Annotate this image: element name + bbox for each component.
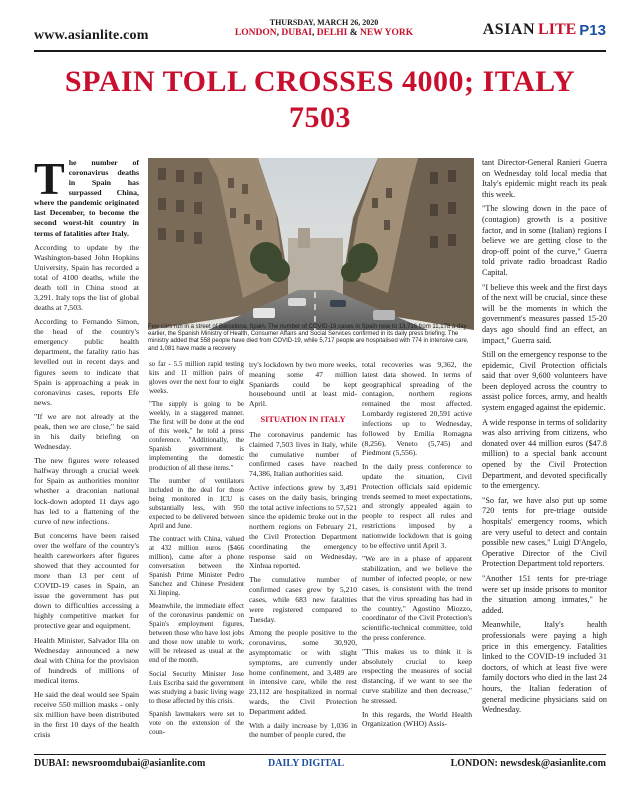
paragraph: "So far, we have also put up some 720 tents for pre-triage outside hospitals' emergency rooms, which are very useful to detect and contain possible new cases," Luigi D'Angelo, Operative Director of the Civil Protection Department told reporters.: [482, 495, 607, 569]
paragraph: "The supply is going to be weekly, in a staggered manner. The first will be done at the end of this week," he told a press conference. "Additionally, the Spanish government is implementing the domestic production of all these items.": [149, 400, 244, 472]
footer-edition: DAILY DIGITAL: [268, 758, 345, 769]
paragraph: The new figures were released halfway through a crucial week for Spain as authorities monitor whether a draconian national lock-down adopted 11 days ago has led to a flattening of the curve of new infections.: [34, 456, 139, 526]
paragraph: "The slowing down in the pace of (contagion) growth is a positive factor, and in some (Italian) regions I believe we are getting close to the drop-off point of the curve," Guerra told private radio broadcast Radio Capital.: [482, 204, 607, 277]
paragraph: According to Fernando Simon, the head of the country's emergency public health department, the fatality ratio has levelled out in recent days and figures seem to indicate that Spain is approaching a peak in coronavirus cases, reports Efe news.: [34, 317, 139, 407]
paragraph: "We are in a phase of apparent stabilization, and we believe the number of infected people, or new cases, is consistent with the trend that the virus spreading has had in the country," Agostino Miozzo, coordinator of the Civil Protection's scientific-technical committee, told the press conference.: [362, 554, 472, 642]
issue-date: THURSDAY, MARCH 26, 2020: [269, 18, 379, 27]
city-london: LONDON: [234, 28, 277, 38]
city-delhi: DELHI: [316, 28, 348, 38]
paragraph: The contract with China, valued at 432 million euros ($466 million), came after a phone conversation between the Spanish Prime Minister Pedro Sanchez and Chinese President Xi Jinping.: [149, 534, 244, 598]
dateline: [224, 18, 424, 38]
brand-asian: ASIAN: [482, 21, 536, 38]
paragraph: In this regards, the World Health Organization (WHO) Assis-: [362, 709, 472, 729]
paragraph: With a daily increase by 1,036 in the number of people cured, the: [249, 720, 357, 740]
paragraph: total recoveries was 9,362, the latest data showed. In terms of geographical spreading of the contagion, northern regions remained the most affected. Lombardy registered 20,591 active infections up to Wednesday, followed by Emilia Romagna (8,256), Veneto (5,745) and Piedmont (5,556).: [362, 360, 472, 458]
paragraph: He said the deal would see Spain receive 550 million masks - only six million have been distributed in the first 10 days of the health crisis: [34, 689, 139, 740]
paragraph: Spanish lawmakers were set to vote on the extension of the coun-: [149, 709, 244, 736]
paragraph: Health Minister, Salvador Illa on Wednesday announced a new deal with China for the provision of hundreds of millions of medical items.: [34, 635, 139, 685]
subhead-italy: SITUATION IN ITALY: [260, 415, 346, 425]
paragraph: A wide response in terms of solidarity was also arriving from citizens, who donated over 44 million euros ($47.8 million) to a special bank account opened by the Civil Protection Department, and devoted specifically to the emergency.: [482, 417, 607, 491]
article-column-2: [149, 360, 244, 741]
paragraph: Social Security Minister Jose Luis Escriba said the government was studying a basic living wage to those affected by this crisis.: [149, 669, 244, 705]
header-rule: [34, 50, 606, 52]
article-column-4: [362, 360, 472, 733]
page-number: P13: [579, 21, 606, 39]
photo-illustration: [148, 158, 474, 330]
cities-line: LONDON, DUBAI, DELHI & NEW YORK: [234, 28, 414, 38]
footer-dubai-email[interactable]: DUBAI: newsroomdubai@asianlite.com: [34, 758, 206, 769]
drop-cap: T: [34, 153, 65, 204]
paragraph: In the daily press conference to update the situation, Civil Protection officials said epidemic trends seemed to meet expectations, and strongly appealed again to people to respect all rules and restrictions imposed by a nationwide lockdown that is going to be effective until April 3.: [362, 462, 472, 550]
city-dubai: DUBAI: [281, 28, 312, 38]
paragraph: Meanwhile, the immediate effect of the coronavirus pandemic on Spain's employment figures, between those who have lost jobs and those now unable to work, will be released as usual at the end of the month.: [149, 602, 244, 665]
paragraph: "If we are not already at the peak, then we are close," he said in his daily briefing on Wednesday.: [34, 411, 139, 452]
article-column-3: [249, 360, 357, 744]
paragraph: The coronavirus pandemic has claimed 7,503 lives in Italy, while the cumulative number of confirmed cases have reached 74,386, Italian authorities said.: [249, 429, 357, 479]
paragraph: try's lockdown by two more weeks, meaning some 47 million Spaniards could be kept housebound until at least mid-April.: [249, 360, 357, 409]
headline: SPAIN TOLL CROSSES 4000; ITALY 7503: [64, 65, 576, 134]
paragraph: Still on the emergency response to the epidemic, Civil Protection officials said that over 9,600 volunteers have been deployed across the country to assist police forces, army, and health system engaged against the epidemic.: [482, 350, 607, 413]
site-url[interactable]: www.asianlite.com: [34, 28, 149, 43]
paragraph: tant Director-General Ranieri Guerra on Wednesday told local media that Italy's epidemic might reach its peak this week.: [482, 158, 607, 199]
paragraph: "This makes us to think it is absolutely crucial to keep respecting the measures of social distancing, if we want to see the curve stabilize and then decrease," he stressed.: [362, 646, 472, 705]
paragraph: Active infections grew by 3,491 cases on the daily basis, bringing the total active infections to 57,521 since the epidemic broke out in the northern regions on February 21, the Civil Protection Department coordinating the emergency response said on Wednesday, Xinhua reported.: [249, 482, 357, 571]
paragraph: Among the people positive to the coronavirus, some 30,920, asymptomatic or with slight symptoms, are currently under home confinement, and 3,489 are in intensive care, while the rest 23,112 are hospitalized in normal wards, the Civil Protection Department added.: [249, 628, 357, 716]
paragraph: The cumulative number of confirmed cases grew by 5,210 cases, while 683 new fatalities were registered compared to Tuesday.: [249, 575, 357, 624]
city-new-york: NEW YORK: [360, 28, 414, 38]
paragraph: According to update by the Washington-based John Hopkins University, Spain has recorded a total of 4100 deaths, while the death toll in China stood at 3,291. Italy tops the list of global deaths at 7,503.: [34, 242, 139, 313]
lead-paragraph: The number of coronavirus deaths in Spain has surpassed China, where the pandemic originated last December, to become the second worst-hit country in terms of fatalities after Italy.: [34, 153, 139, 238]
brand-logo: [483, 21, 606, 39]
paragraph: "I believe this week and the first days of the next will be crucial, since these will be the moments in which the government's measures passed 15-20 days ago should find an effect, an impact," Guerra said.: [482, 282, 607, 345]
brand-lite: LITE: [538, 21, 577, 38]
paragraph: The number of ventilators included in the deal for those being monitored in ICU is substantially less, with 950 expected to be delivered between April and June.: [149, 476, 244, 530]
article-column-1: [34, 153, 139, 744]
article-column-5: [482, 158, 607, 720]
masthead: [34, 18, 606, 50]
footer-london-email[interactable]: LONDON: newsdesk@asianlite.com: [450, 758, 606, 769]
photo-caption: Few cars run in a street of Barcelona, Spain. The number of COVID-19 cases in Spain rose to 13,716 from 11,178 a day earlier, the Spanish Ministry of Health, Consumer Affairs and Social Services confirmed in its daily press briefing. The ministry added that 558 people have died from COVID-19, while 5,717 people are hospitalised with 774 in intensive care, and 1,081 have made a recovery: [148, 324, 469, 352]
paragraph: "Another 151 tents for pre-triage were set up inside prisons to monitor the situation among inmates," he added.: [482, 573, 607, 615]
paragraph: But concerns have been raised over the welfare of the country's health careworkers after figures showed that they accounted for more than 13 per cent of COVID-19 cases in Spain, an issue the government has put down to difficulties accessing a highly competitive market for protective gear and equipment.: [34, 530, 139, 631]
footer-rule: [34, 754, 606, 755]
paragraph: Meanwhile, Italy's health professionals were paying a high price in this emergency. Fatalities linked to the COVID-19 included 31 doctors, of which at least five were family doctors who died in the last 24 hours, the Italian federation of general medicine physicians said on Wednesday.: [482, 620, 607, 715]
street-photo: [148, 158, 474, 330]
paragraph: so far - 5.5 million rapid testing kits and 11 million pairs of gloves over the next four to eight weeks.: [149, 360, 244, 396]
